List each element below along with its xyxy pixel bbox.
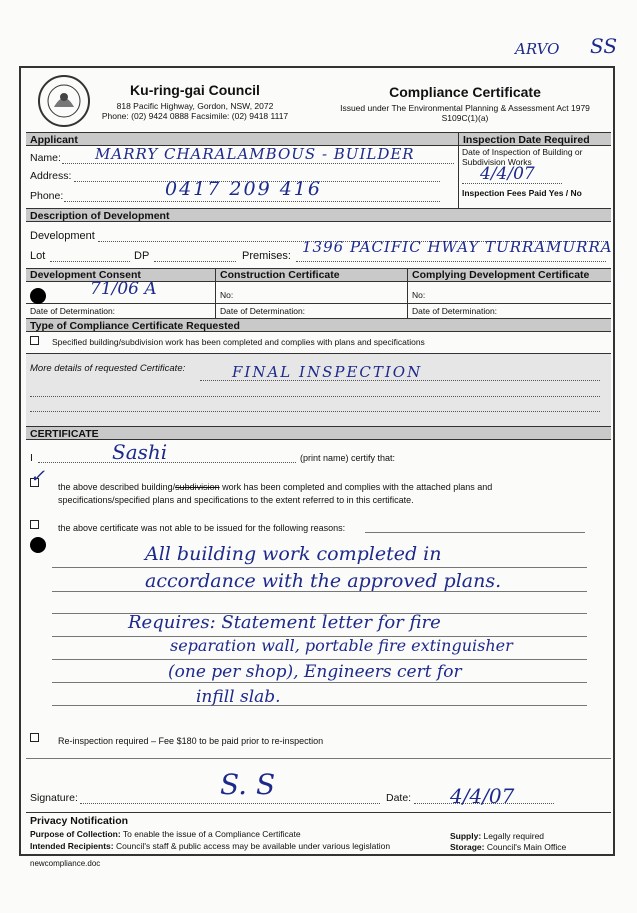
reason-text: separation wall, portable fire extinguisher bbox=[170, 636, 513, 655]
reason-text: accordance with the approved plans. bbox=[145, 570, 502, 592]
council-logo bbox=[38, 75, 90, 127]
cert-block bbox=[340, 84, 590, 123]
footer-filename: newcompliance.doc bbox=[30, 859, 101, 868]
supply-value: Legally required bbox=[483, 831, 545, 841]
inspection-date-value: 4/4/07 bbox=[480, 164, 535, 184]
option-not-issued-checkbox[interactable] bbox=[30, 520, 39, 529]
phone-label: Phone: bbox=[30, 190, 64, 202]
recipients-value: Council's staff & public access may be available under various legislation bbox=[115, 841, 391, 851]
date-label: Date: bbox=[386, 792, 412, 804]
hole-punch-dot bbox=[30, 537, 46, 553]
dev-consent-heading: Development Consent bbox=[30, 269, 141, 281]
type-option-text: Specified building/subdivision work has been completed and complies with plans and specifications bbox=[52, 337, 425, 347]
premises-label: Premises: bbox=[242, 250, 291, 262]
type-heading: Type of Compliance Certificate Requested bbox=[26, 318, 611, 332]
reason-line bbox=[52, 567, 587, 568]
certificate-heading: CERTIFICATE bbox=[26, 426, 611, 440]
divider bbox=[215, 268, 216, 318]
complying-determination-label: Date of Determination: bbox=[412, 306, 498, 316]
print-name-label: (print name) certify that: bbox=[300, 453, 396, 463]
reason-text: infill slab. bbox=[196, 687, 281, 707]
check-mark-icon: ✓ bbox=[30, 466, 46, 487]
inspection-date-label: Date of Inspection of Building or Subdivision Works bbox=[462, 147, 583, 167]
signature-value: S. S bbox=[220, 768, 276, 801]
reason-line bbox=[52, 659, 587, 660]
inspection-fees-label: Inspection Fees Paid Yes / No bbox=[462, 188, 582, 198]
complying-no-label: No: bbox=[412, 290, 426, 300]
top-mark-right: SS bbox=[590, 34, 618, 58]
complying-heading: Complying Development Certificate bbox=[412, 269, 590, 281]
lot-line bbox=[50, 261, 130, 262]
reason-line bbox=[365, 532, 585, 533]
cert-title: Compliance Certificate bbox=[389, 84, 541, 100]
dp-label: DP bbox=[134, 250, 150, 262]
applicant-name-value: MARRY CHARALAMBOUS - BUILDER bbox=[95, 145, 415, 163]
hole-punch-dot bbox=[30, 288, 46, 304]
recipients-row bbox=[30, 841, 390, 851]
purpose-value: To enable the issue of a Compliance Certificate bbox=[122, 829, 301, 839]
more-line bbox=[30, 411, 600, 412]
reinspection-text: Re-inspection required – Fee $180 to be paid prior to re-inspection bbox=[58, 736, 324, 746]
construction-determination-label: Date of Determination: bbox=[220, 306, 306, 316]
divider bbox=[26, 812, 611, 813]
recipients-label: Intended Recipients: bbox=[30, 841, 114, 851]
reason-line bbox=[52, 682, 587, 683]
cert-issued: Issued under The Environmental Planning & Assessment Act 1979 bbox=[340, 103, 590, 113]
divider bbox=[26, 758, 611, 759]
reason-line bbox=[52, 705, 587, 706]
more-details-value: FINAL INSPECTION bbox=[232, 363, 423, 381]
cert-section: S109C(1)(a) bbox=[441, 113, 489, 123]
i-label: I bbox=[30, 452, 33, 464]
divider bbox=[26, 303, 611, 304]
date-value: 4/4/07 bbox=[450, 784, 515, 808]
privacy-heading: Privacy Notification bbox=[30, 815, 129, 827]
option-complete-text bbox=[58, 482, 492, 492]
signature-line bbox=[80, 803, 380, 804]
purpose-row bbox=[30, 829, 301, 839]
address-label: Address: bbox=[30, 170, 72, 182]
dev-consent-value: 71/06 A bbox=[90, 279, 157, 299]
construction-no-label: No: bbox=[220, 290, 234, 300]
inspection-heading: Inspection Date Required bbox=[458, 132, 611, 146]
type-checkbox[interactable] bbox=[30, 336, 39, 345]
development-label: Development bbox=[30, 230, 95, 242]
name-line bbox=[62, 163, 454, 164]
certifier-name: Sashi bbox=[112, 440, 168, 464]
option-complete-b: work has been completed and complies with the attached plans and bbox=[219, 482, 493, 492]
dev-determination-label: Date of Determination: bbox=[30, 306, 116, 316]
option-not-issued-text: the above certificate was not able to be issued for the following reasons: bbox=[58, 523, 346, 533]
phone-line bbox=[64, 201, 440, 202]
inspection-date-line bbox=[462, 183, 562, 184]
applicant-phone-value: 0417 209 416 bbox=[165, 178, 322, 200]
divider bbox=[458, 146, 459, 208]
storage-label: Storage: bbox=[450, 842, 485, 852]
more-line bbox=[30, 396, 600, 397]
reason-text: All building work completed in bbox=[145, 543, 442, 565]
council-phone: Phone: (02) 9424 0888 Facsimile: (02) 9418 1117 bbox=[101, 111, 289, 121]
council-block bbox=[100, 82, 290, 121]
storage-value: Council's Main Office bbox=[486, 842, 567, 852]
premises-line bbox=[296, 261, 606, 262]
council-address: 818 Pacific Highway, Gordon, NSW, 2072 bbox=[116, 101, 274, 111]
development-heading: Description of Development bbox=[26, 208, 611, 222]
dp-line bbox=[154, 261, 236, 262]
purpose-label: Purpose of Collection: bbox=[30, 829, 121, 839]
supply-row bbox=[450, 831, 544, 841]
top-mark-left: ARVO bbox=[515, 40, 560, 58]
applicant-heading: Applicant bbox=[26, 132, 458, 146]
signature-label: Signature: bbox=[30, 792, 78, 804]
reinspection-checkbox[interactable] bbox=[30, 733, 39, 742]
council-name: Ku-ring-gai Council bbox=[130, 82, 260, 98]
reason-text: Requires: Statement letter for fire bbox=[128, 612, 441, 633]
storage-row bbox=[450, 842, 566, 852]
supply-label: Supply: bbox=[450, 831, 482, 841]
option-complete-line2: specifications/specified plans and specifications to the extent referred to in this certificate. bbox=[58, 495, 414, 505]
council-crest-icon bbox=[40, 77, 88, 125]
premises-value: 1396 PACIFIC HWAY TURRAMURRA bbox=[302, 238, 613, 256]
reason-text: (one per shop), Engineers cert for bbox=[168, 662, 462, 682]
name-label: Name: bbox=[30, 152, 61, 164]
divider bbox=[407, 268, 408, 318]
more-details-label: More details of requested Certificate: bbox=[30, 363, 186, 374]
lot-label: Lot bbox=[30, 250, 46, 262]
option-complete-a: the above described building/ bbox=[58, 482, 176, 492]
option-complete-strike: subdivision bbox=[175, 482, 220, 492]
construction-heading: Construction Certificate bbox=[220, 269, 340, 281]
